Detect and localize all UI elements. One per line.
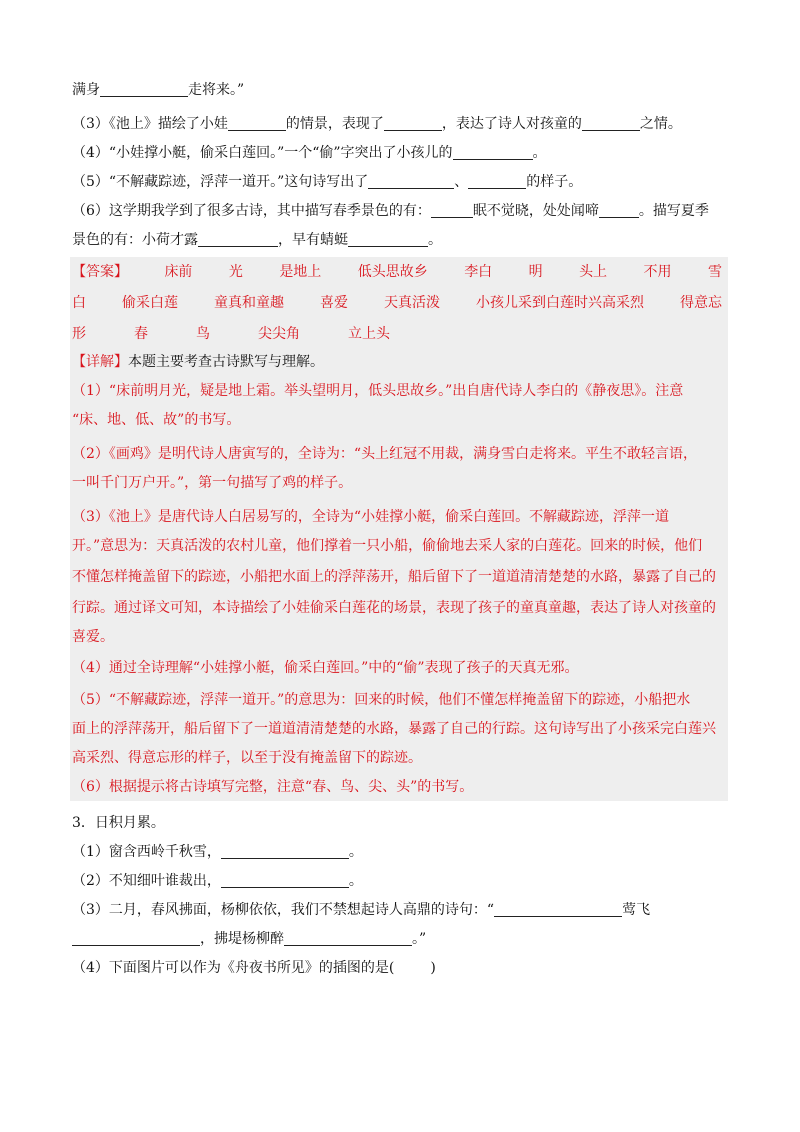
detail-line: （4）通过全诗理解“小娃撑小艇，偷采白莲回。”中的“偷”表现了孩子的天真无邪。 (72, 660, 579, 676)
q2-sub6: （6）这学期我学到了很多古诗，其中描写春季景色的有： 眠不觉晓，处处闻啼 。描写夏季 (72, 203, 709, 219)
detail-line: “床、地、低、故”的书写。 (72, 412, 241, 428)
q2-sub3: （3）《池上》描绘了小娃 的情景，表现了 ，表达了诗人对孩童的 之情。 (72, 116, 682, 132)
detail-label: 【详解】 (72, 354, 128, 370)
answer-blank[interactable] (599, 202, 639, 218)
detail-line: 开。”意思为：天真活泼的农村儿童，他们撑着一只小船，偷偷地去采人家的白莲花。回来的时候，他们 (72, 538, 703, 554)
q2-sub5: （5）“不解藏踪迹，浮萍一道开。”这句诗写出了 、 的样子。 (72, 174, 583, 190)
answer-blank[interactable] (368, 173, 454, 189)
q3-title: 3．日积月累。 (72, 815, 165, 831)
detail-line: 面上的浮萍荡开，船后留下了一道道清清楚楚的水路，暴露了自己的行踪。这句诗写出了小孩采完白莲兴 (72, 721, 716, 737)
q3-sub3: （3）二月，春风拂面，杨柳依依，我们不禁想起诗人高鼎的诗句：“ 莺飞 (72, 902, 651, 918)
answer-blank[interactable] (582, 115, 640, 131)
q2-sub4: （4）“小娃撑小艇，偷采白莲回。”一个“偷”字突出了小孩儿的 。 (72, 145, 547, 161)
detail-line: （5）“不解藏踪迹，浮萍一道开。”的意思为：回来的时候，他们不懂怎样掩盖留下的踪迹，小船把水 (72, 692, 691, 708)
detail-line: （3）《池上》是唐代诗人白居易写的，全诗为“小娃撑小艇，偷采白莲回。不解藏踪迹，浮萍一道 (72, 509, 670, 525)
answer-blank[interactable] (198, 231, 278, 247)
detail-line: 高采烈、得意忘形的样子，以至于没有掩盖留下的踪迹。 (72, 750, 422, 766)
q2-line-0: 满身 走将来。” (72, 82, 245, 98)
answer-blank[interactable] (494, 901, 622, 917)
answer-blank[interactable] (431, 202, 473, 218)
answer-blank[interactable] (72, 930, 200, 946)
answer-blank[interactable] (468, 173, 526, 189)
answer-row-2: 白 偷采白莲 童真和童趣 喜爱 天真活泼 小孩儿采到白莲时兴高采烈 得意忘 (72, 295, 722, 311)
answer-blank[interactable] (453, 144, 533, 160)
detail-line: 一叫千门万户开。”，第一句描写了鸡的样子。 (72, 475, 353, 491)
answer-blank[interactable] (228, 115, 286, 131)
detail-line: （1）“床前明月光，疑是地上霜。举头望明月，低头思故乡。”出自唐代诗人李白的《静夜思》。注意 (72, 383, 684, 399)
q2-sub6-cont: 景色的有：小荷才露 ，早有蜻蜓 。 (72, 232, 442, 248)
detail-line: 喜爱。 (72, 629, 114, 645)
answer-label: 【答案】 (72, 264, 128, 280)
q3-sub2: （2）不知细叶谁裁出， 。 (72, 873, 363, 889)
detail-line: 行踪。通过译文可知，本诗描绘了小娃偷采白莲花的场景，表现了孩子的童真童趣，表达了诗人对孩童的 (72, 600, 716, 616)
answer-blank[interactable] (100, 81, 188, 97)
q3-sub1: （1）窗含西岭千秋雪， 。 (72, 844, 363, 860)
detail-line: （6）根据提示将古诗填写完整，注意“春、鸟、尖、头”的书写。 (72, 779, 474, 795)
answer-blank[interactable] (384, 115, 442, 131)
answer-blank[interactable] (348, 231, 428, 247)
answer-row-1: 【答案】 床前 光 是地上 低头思故乡 李白 明 头上 不用 雪 (72, 264, 722, 280)
detail-line: 不懂怎样掩盖留下的踪迹，小船把水面上的浮萍荡开，船后留下了一道道清清楚楚的水路，暴露了自己的 (72, 569, 716, 585)
answer-blank[interactable] (284, 930, 412, 946)
detail-line: （2）《画鸡》是明代诗人唐寅写的，全诗为：“头上红冠不用裁，满身雪白走将来。平生不敢轻言语， (72, 446, 698, 462)
detail-header: 【详解】本题主要考查古诗默写与理解。 (72, 354, 324, 370)
answer-row-3: 形 春 鸟 尖尖角 立上头 (72, 326, 390, 342)
q3-sub4: （4）下面图片可以作为《舟夜书所见》的插图的是( ) (72, 960, 436, 976)
answer-blank[interactable] (221, 843, 349, 859)
answer-blank[interactable] (221, 872, 349, 888)
q3-sub3-cont: ，拂堤杨柳醉 。” (72, 929, 426, 949)
